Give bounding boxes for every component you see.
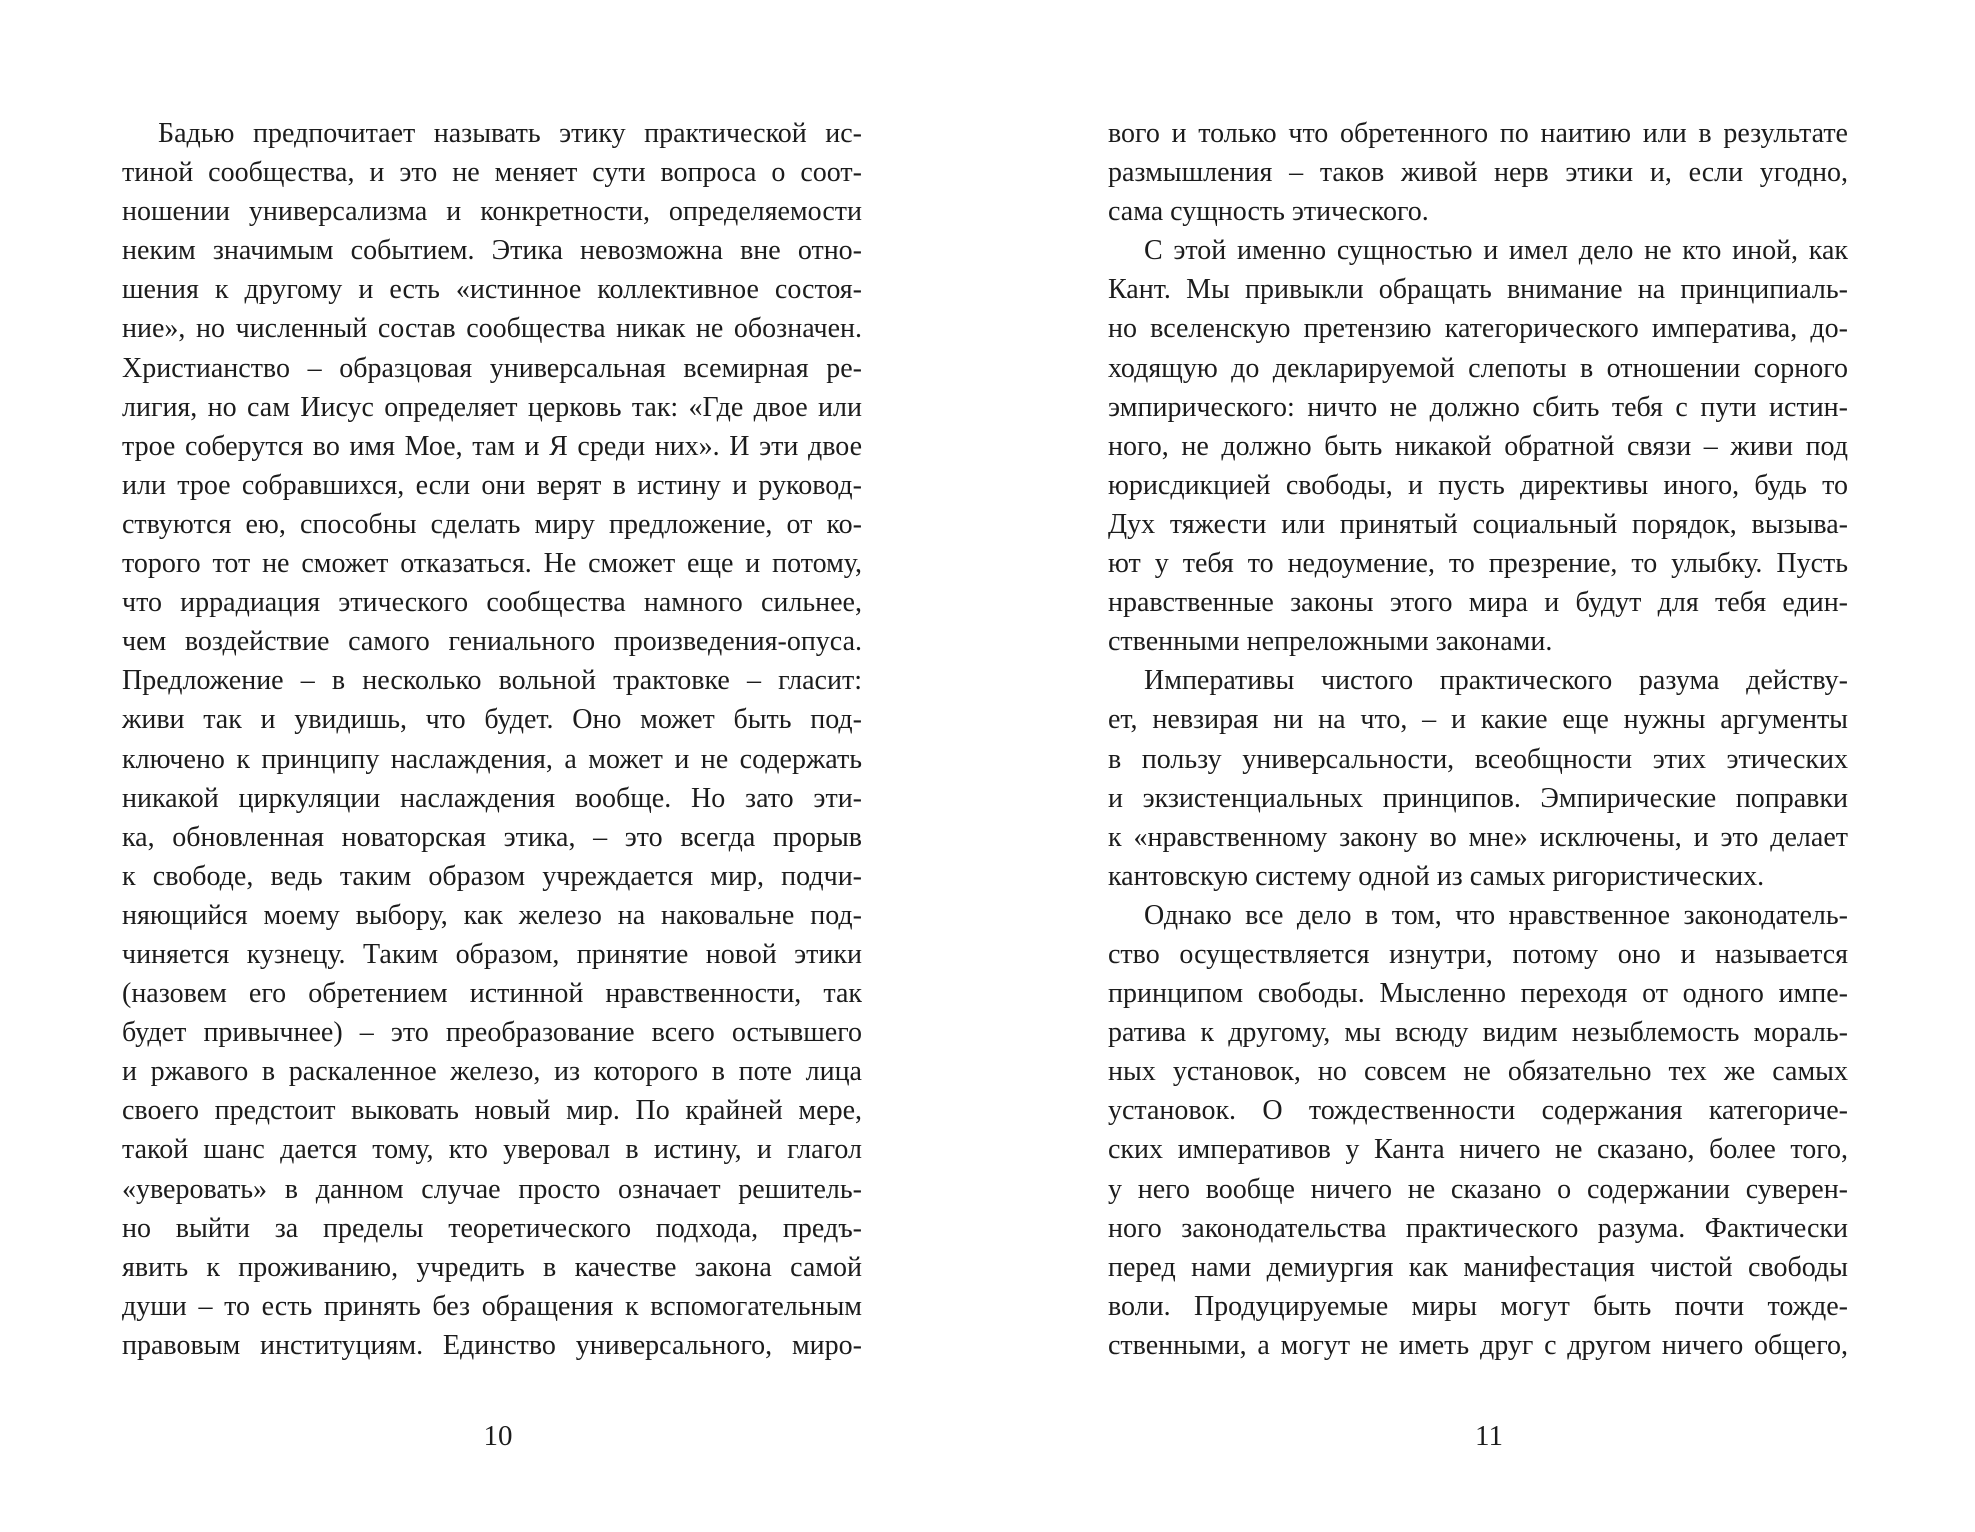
text-line: ют у тебя то недоумение, то презрение, то улыбку. Пусть (1108, 548, 1848, 580)
text-line: чем воздействие самого гениального произведения-опуса. (122, 626, 862, 658)
text-line: ство осуществляется изнутри, потому оно и называется (1108, 938, 1848, 970)
text-line: С этой именно сущностью и имел дело не кто иной, как (1144, 235, 1848, 267)
text-line: сама сущность этического. (1108, 196, 1429, 228)
text-line: ратива к другому, мы всюду видим незыблемость мораль- (1108, 1017, 1848, 1049)
page-number: 11 (1475, 1420, 1503, 1452)
text-line: ственными непреложными законами. (1108, 626, 1553, 658)
text-line: трое соберутся во имя Мое, там и Я среди них». И эти двое (122, 430, 862, 462)
text-line: живи так и увидишь, что будет. Оно может быть под- (122, 704, 862, 736)
text-line: души – то есть принять без обращения к вспомогательным (122, 1290, 862, 1322)
text-line: юрисдикцией свободы, и пусть директивы иного, будь то (1108, 469, 1848, 501)
text-line: вого и только что обретенного по наитию или в результате (1108, 118, 1848, 149)
text-line: к свободе, ведь таким образом учреждается мир, подчи- (122, 860, 862, 892)
text-line: ка, обновленная новаторская этика, – это всегда прорыв (122, 821, 862, 853)
text-line: шения к другому и есть «истинное коллективное состоя- (122, 274, 862, 306)
text-line: Христианство – образцовая универсальная всемирная ре- (122, 352, 862, 384)
text-line: будет привычнее) – это преобразование всего остывшего (122, 1017, 862, 1049)
text-line: Дух тяжести или принятый социальный порядок, вызыва- (1108, 508, 1848, 540)
text-line: ских императивов у Канта ничего не сказано, более того, (1108, 1134, 1848, 1166)
text-line: и экзистенциальных принципов. Эмпирические поправки (1108, 782, 1848, 814)
text-line: перед нами демиургия как манифестация чистой свободы (1108, 1251, 1848, 1283)
text-line: Бадью предпочитает называть этику практической ис- (158, 118, 862, 149)
text-line: Императивы чистого практического разума действу- (1144, 665, 1848, 697)
text-line: принципом свободы. Мысленно переходя от одного импе- (1108, 978, 1848, 1010)
text-line: никакой циркуляции наслаждения вообще. Но зато эти- (122, 782, 862, 814)
text-line: няющийся моему выбору, как железо на наковальне под- (122, 899, 862, 931)
text-line: Предложение – в несколько вольной трактовке – гласит: (122, 665, 862, 697)
text-line: такой шанс дается тому, кто уверовал в истину, и глагол (122, 1134, 862, 1166)
text-line: ет, невзирая ни на что, – и какие еще нужны аргументы (1108, 704, 1848, 736)
text-line: ствуются ею, способны сделать миру предложение, от ко- (122, 508, 862, 540)
text-line: установок. О тождественности содержания категориче- (1108, 1095, 1848, 1127)
text-line: ние», но численный состав сообщества никак не обозначен. (122, 313, 862, 345)
text-line: ношении универсализма и конкретности, определяемости (122, 196, 862, 228)
text-line: нравственные законы этого мира и будут для тебя един- (1108, 587, 1848, 619)
text-line: явить к проживанию, учредить в качестве закона самой (122, 1251, 862, 1283)
text-line: размышления – таков живой нерв этики и, если угодно, (1108, 157, 1848, 189)
text-line: неким значимым событием. Этика невозможна вне отно- (122, 235, 862, 267)
text-line: правовым институциям. Единство универсального, миро- (122, 1329, 862, 1361)
text-line: ного, не должно быть никакой обратной связи – живи под (1108, 430, 1848, 462)
text-line: эмпирического: ничто не должно сбить тебя с пути истин- (1108, 391, 1848, 423)
right-page (988, 0, 1975, 1532)
text-line: и ржавого в раскаленное железо, из которого в поте лица (122, 1056, 862, 1088)
text-line: чиняется кузнецу. Таким образом, принятие новой этики (122, 938, 862, 970)
text-line: лигия, но сам Иисус определяет церковь так: «Где двое или (122, 391, 862, 423)
text-line: ходящую до декларируемой слепоты в отношении сорного (1108, 352, 1848, 384)
text-line: ственными, а могут не иметь друг с другом ничего общего, (1108, 1329, 1848, 1361)
text-line: ключено к принципу наслаждения, а может и не содержать (122, 743, 862, 775)
text-line: к «нравственному закону во мне» исключены, и это делает (1108, 821, 1848, 853)
text-line: своего предстоит выковать новый мир. По крайней мере, (122, 1095, 862, 1127)
text-line: «уверовать» в данном случае просто означает решитель- (122, 1173, 862, 1205)
text-line: у него вообще ничего не сказано о содержании суверен- (1108, 1173, 1848, 1205)
text-line: или трое собравшихся, если они верят в истину и руковод- (122, 469, 862, 501)
text-line: ных установок, но совсем не обязательно тех же самых (1108, 1056, 1848, 1088)
left-page-text (122, 114, 862, 1365)
text-line: торого тот не сможет отказаться. Не сможет еще и потому, (122, 548, 862, 580)
text-line: (назовем его обретением истинной нравственности, так (122, 978, 862, 1010)
text-line: Кант. Мы привыкли обращать внимание на принципиаль- (1108, 274, 1848, 306)
text-line: кантовскую систему одной из самых ригористических. (1108, 860, 1765, 892)
left-page (0, 0, 987, 1532)
right-page-text (1108, 114, 1848, 1365)
text-line: но вселенскую претензию категорического императива, до- (1108, 313, 1848, 345)
text-line: ного законодательства практического разума. Фактически (1108, 1212, 1848, 1244)
text-line: воли. Продуцируемые миры могут быть почти тожде- (1108, 1290, 1848, 1322)
text-line: что иррадиация этического сообщества намного сильнее, (122, 587, 862, 619)
text-line: Однако все дело в том, что нравственное законодатель- (1144, 899, 1848, 931)
text-line: в пользу универсальности, всеобщности этих этических (1108, 743, 1848, 775)
text-line: тиной сообщества, и это не меняет сути вопроса о соот- (122, 157, 862, 189)
page-number: 10 (483, 1420, 513, 1452)
text-line: но выйти за пределы теоретического подхода, предъ- (122, 1212, 862, 1244)
